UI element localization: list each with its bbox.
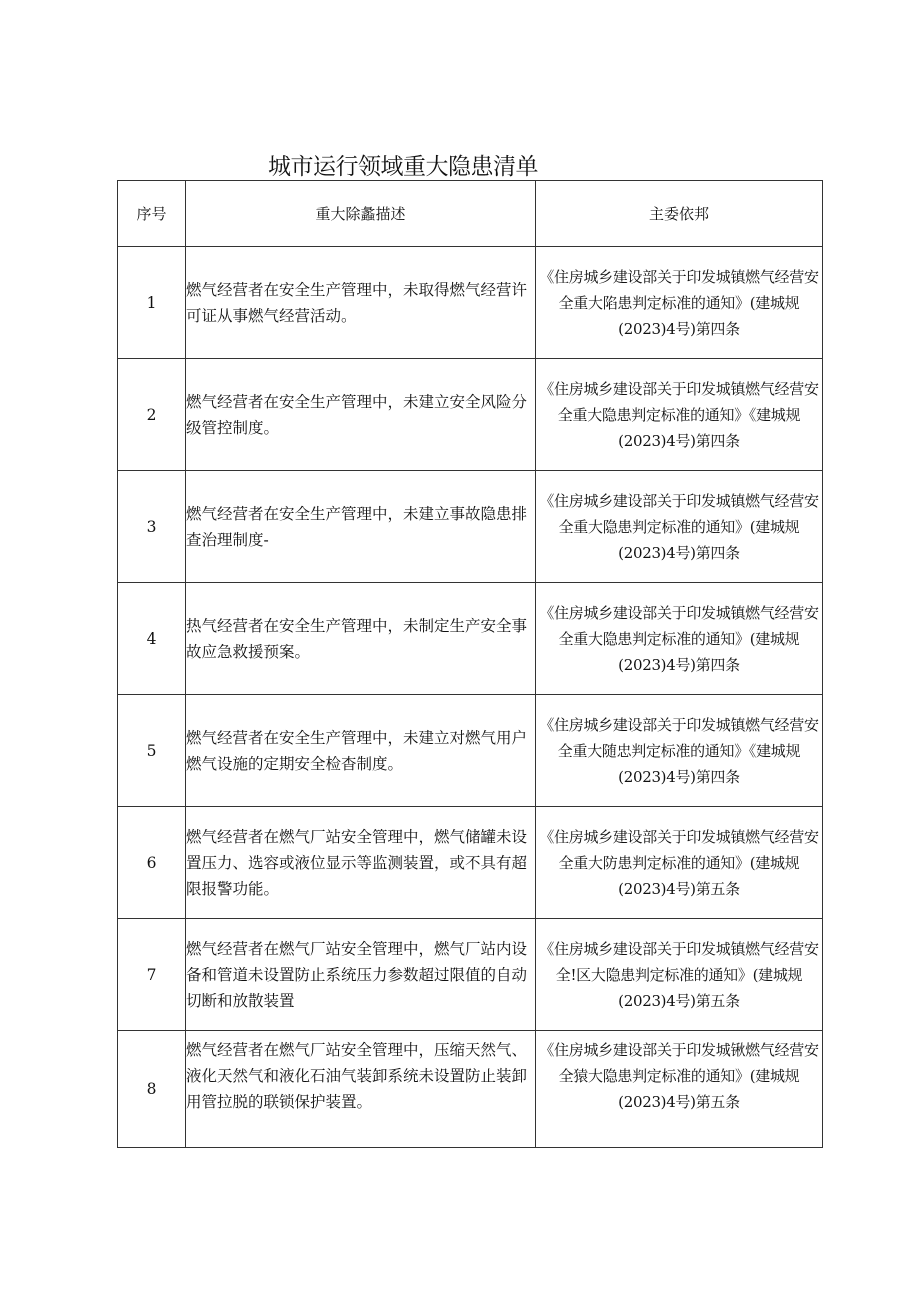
page-title: 城市运行领域重大隐患清单 <box>268 154 538 180</box>
row-basis <box>536 471 823 583</box>
table-row <box>118 1031 823 1148</box>
row-description <box>186 247 536 359</box>
row-description-text: 燃气经营者在安全生产管理中，未建立对燃气用户燃气设施的定期安全检杳制度。 <box>186 728 528 773</box>
row-basis <box>536 807 823 919</box>
row-description <box>186 583 536 695</box>
header-basis: 主委依邦 <box>536 181 823 247</box>
row-basis <box>536 583 823 695</box>
row-basis <box>536 695 823 807</box>
row-basis-text: 《住房城乡建设部关于印发城镇燃气经营安全重大陷患判定标准的通知》(建城规(2023)4号)第四条 <box>539 267 819 338</box>
table-row <box>118 695 823 807</box>
row-description-text: 燃气经营者在燃气厂站安全管理中，燃气厂站内设备和管道未设置防止系统压力参数超过限值的自动切断和放散装置 <box>186 939 528 1010</box>
table-row <box>118 583 823 695</box>
row-number: 6 <box>118 807 186 919</box>
row-description <box>186 695 536 807</box>
row-basis <box>536 1031 823 1148</box>
row-basis <box>536 919 823 1031</box>
row-basis-text: 《住房城乡建设部关于印发城镇燃气经营安全重大隐患判定标准的通知》(建城规(2023)4号)第四条 <box>539 603 819 674</box>
row-basis-text: 《住房城乡建设部关于印发城锹燃气经营安全猿大隐患判定标准的通知》(建城规(2023)4号)第五条 <box>539 1041 819 1111</box>
table-header-row <box>118 181 823 247</box>
row-basis-text: 《住房城乡建设部关于印发城镇燃气经营安全重大防患判定标准的通知》(建城规(2023)4号)第五条 <box>539 827 819 898</box>
row-number: 4 <box>118 583 186 695</box>
row-description-text: 燃气经营者在安全生产管理中，未取得燃气经营许可证从事燃气经营活动。 <box>186 280 528 325</box>
row-basis-text: 《住房城乡建设部关于印发城镇燃气经营安全重大隐患判定标准的通知》(建城规(2023)4号)第四条 <box>539 491 819 562</box>
row-number: 7 <box>118 919 186 1031</box>
row-number: 3 <box>118 471 186 583</box>
row-description-text: 燃气经营者在燃气厂站安全管理中，压缩天然气、液化天然气和液化石油气装卸系统未设置防止装卸用管拉脱的联锁保护装置。 <box>186 1041 528 1111</box>
row-number: 1 <box>118 247 186 359</box>
table-row <box>118 471 823 583</box>
row-number: 2 <box>118 359 186 471</box>
row-description-text: 燃气经营者在安全生产管理中，未建立事故隐患排查治理制度- <box>186 504 528 549</box>
header-number: 序号 <box>118 181 186 247</box>
header-description: 重大除蠡描述 <box>186 181 536 247</box>
table-row <box>118 247 823 359</box>
row-description <box>186 359 536 471</box>
row-basis-text: 《住房城乡建设部关于印发城镇燃气经营安全重大随忠判定标准的通知》《建城规(2023)4号)第四条 <box>539 715 819 786</box>
row-basis <box>536 247 823 359</box>
row-description-text: 燃气经营者在燃气厂站安全管理中，燃气储罐未设置压力、选容或液位显示等监测装置，或不具有超限报警功能。 <box>186 827 528 898</box>
row-description <box>186 919 536 1031</box>
table-row <box>118 919 823 1031</box>
row-basis <box>536 359 823 471</box>
row-description <box>186 471 536 583</box>
table-row <box>118 807 823 919</box>
row-description-text: 燃气经营者在安全生产管理中，未建立安全风险分级管控制度。 <box>186 392 528 437</box>
row-number: 5 <box>118 695 186 807</box>
row-basis-text: 《住房城乡建设部关于印发城镇燃气经营安全!区大隐患判定标准的通知》(建城规(2023)4号)第五条 <box>539 939 819 1010</box>
table-row <box>118 359 823 471</box>
row-number: 8 <box>118 1031 186 1148</box>
row-description <box>186 1031 536 1148</box>
hazard-table <box>117 180 823 1148</box>
row-description-text: 热气经营者在安全生产管理中，未制定生产安全事故应急救援预案。 <box>186 616 528 661</box>
row-basis-text: 《住房城乡建设部关于印发城镇燃气经营安全重大隐患判定标准的通知》《建城规(2023)4号)第四条 <box>539 379 819 450</box>
row-description <box>186 807 536 919</box>
